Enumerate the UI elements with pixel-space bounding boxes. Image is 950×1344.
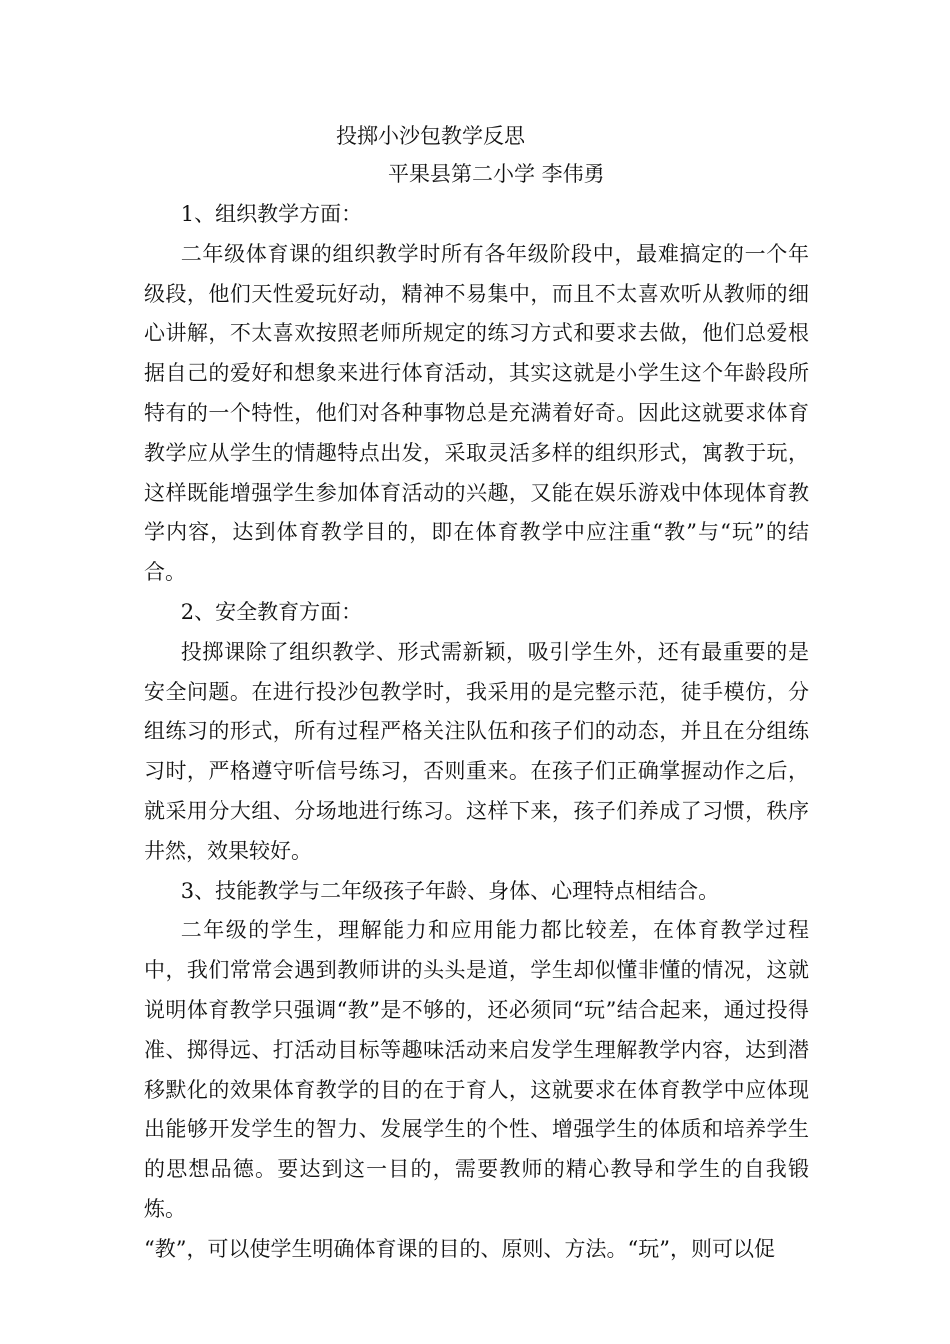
paragraph-continued: “教”，可以使学生明确体育课的目的、原则、方法。“玩”，则可以促: [144, 1236, 775, 1261]
document-title: 投掷小沙包教学反思: [336, 124, 525, 148]
paragraph-organization: 二年级体育课的组织教学时所有各年级阶段中，最难搞定的一个年级段，他们天性爱玩好动，精神不易集中，而且不太喜欢听从教师的细心讲解，不太喜欢按照老师所规定的练习方式和要求去做，他们总爱根据自己的爱好和想象来进行体育活动，其实这就是小学生这个年龄段所特有的一个特性，他们对各种事物总是充满着好奇。因此这就要求体育教学应从学生的情趣特点出发，采取灵活多样的组织形式，寓教于玩，这样既能增强学生参加体育活动的兴趣，又能在娱乐游戏中体现体育教学内容，达到体育教学目的，即在体育教学中应注重“教”与“玩”的结合。: [144, 241, 809, 585]
paragraph-skills: 二年级的学生，理解能力和应用能力都比较差，在体育教学过程中，我们常常会遇到教师讲的头头是道，学生却似懂非懂的情况，这就说明体育教学只强调“教”是不够的，还必须同“玩”结合起来，通过投得准、掷得远、打活动目标等趣味活动来启发学生理解教学内容，达到潜移默化的效果体育教学的目的在于育人，这就要求在体育教学中应体现出能够开发学生的智力、发展学生的个性、增强学生的体质和培养学生的思想品德。要达到这一目的，需要教师的精心教导和学生的自我锻炼。: [144, 918, 809, 1221]
document-body: [144, 195, 809, 1270]
section-heading-organization: 1、组织教学方面：: [180, 202, 363, 226]
paragraph-safety: 投掷课除了组织教学、形式需新颖，吸引学生外，还有最重要的是安全问题。在进行投沙包教学时，我采用的是完整示范，徒手模仿，分组练习的形式，所有过程严格关注队伍和孩子们的动态，并且在分组练习时，严格遵守听信号练习，否则重来。在孩子们正确掌握动作之后，就采用分大组、分场地进行练习。这样下来，孩子们养成了习惯，秩序井然，效果较好。: [144, 639, 809, 863]
section-heading-skills: 3、技能教学与二年级孩子年龄、身体、心理特点相结合。: [180, 878, 720, 903]
section-heading-safety: 2、安全教育方面：: [180, 599, 363, 624]
author-line: 平果县第二小学 李伟勇: [388, 162, 605, 186]
